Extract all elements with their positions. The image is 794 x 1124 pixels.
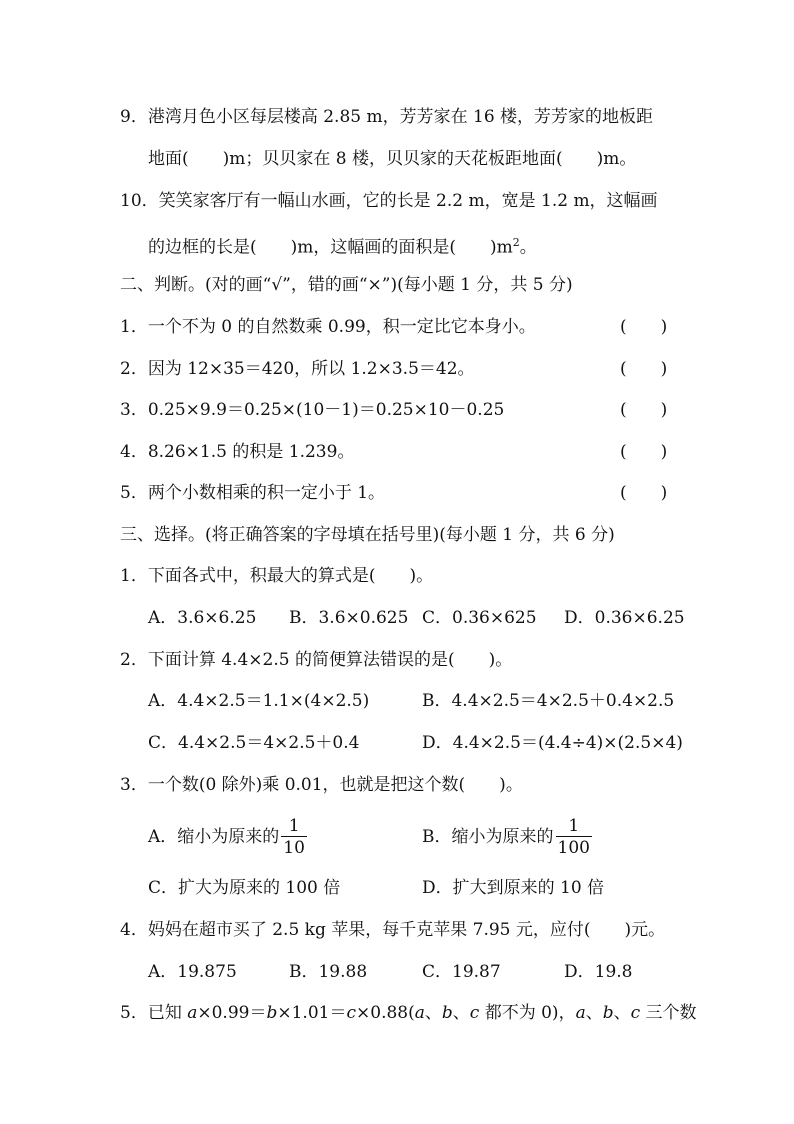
choice-q3-stem: 3．一个数(0 除外)乘 0.01，也就是把这个数( )。 [120, 775, 523, 795]
choice-q3-option-a[interactable] [148, 816, 307, 859]
var-b: b [441, 1003, 453, 1023]
judge-item-3: 3．0.25×9.9＝0.25×(10－1)＝0.25×10－0.25 [120, 400, 505, 420]
choice-q2-option-d[interactable]: D．4.4×2.5＝(4.4÷4)×(2.5×4) [422, 733, 683, 753]
q5-text: ×0.99＝ [197, 1003, 267, 1023]
q10-line2-end: 。 [519, 237, 537, 258]
q10-superscript: 2 [512, 236, 520, 249]
var-c: c [630, 1003, 641, 1023]
fraction-one-tenth [281, 816, 307, 859]
choice-q4-option-a[interactable]: A．19.875 [148, 962, 237, 982]
judge-item-1: 1．一个不为 0 的自然数乘 0.99，积一定比它本身小。 [120, 317, 536, 337]
judge-item-2: 2．因为 12×35＝420，所以 1.2×3.5＝42。 [120, 359, 475, 379]
q5-text: 三个数 [640, 1003, 697, 1023]
judge-answer-paren-4[interactable]: ( ) [620, 442, 668, 462]
choice-q4-stem: 4．妈妈在超市买了 2.5 kg 苹果，每千克苹果 7.95 元，应付( )元。 [120, 920, 666, 940]
choice-q1-option-b[interactable]: B．3.6×0.625 [289, 608, 409, 628]
fraction-b-denominator: 100 [557, 838, 590, 858]
var-b: b [602, 1003, 614, 1023]
q10-line1: 10．笑笑家客厅有一幅山水画，它的长是 2.2 m，宽是 1.2 m，这幅画 [120, 191, 658, 211]
choice-q5-stem [120, 1001, 697, 1025]
var-b: b [266, 1003, 278, 1023]
var-a: a [187, 1003, 198, 1023]
choice-q3-option-c[interactable]: C．扩大为原来的 100 倍 [148, 878, 341, 898]
fraction-b-numerator: 1 [556, 816, 592, 837]
choice-q3-option-b-text: B．缩小为原来的 [422, 827, 554, 847]
q10-line2-text: 的边框的长是( )m，这幅画的面积是( )m [148, 237, 513, 258]
judge-answer-paren-1[interactable]: ( ) [620, 317, 668, 337]
choice-q4-option-d[interactable]: D．19.8 [564, 962, 633, 982]
choice-q2-stem: 2．下面计算 4.4×2.5 的简便算法错误的是( )。 [120, 650, 513, 670]
judge-item-5: 5．两个小数相乘的积一定小于 1。 [120, 483, 386, 503]
q9-line1: 9．港湾月色小区每层楼高 2.85 m，芳芳家在 16 楼，芳芳家的地板距 [120, 107, 654, 127]
choice-q1-option-d[interactable]: D．0.36×6.25 [564, 608, 685, 628]
choice-q4-option-c[interactable]: C．19.87 [422, 962, 501, 982]
q5-sep: 、 [585, 1003, 603, 1023]
choice-q2-option-a[interactable]: A．4.4×2.5＝1.1×(4×2.5) [148, 691, 370, 711]
var-c: c [469, 1003, 480, 1023]
choice-q1-option-a[interactable]: A．3.6×6.25 [148, 608, 257, 628]
judge-item-4: 4．8.26×1.5 的积是 1.239。 [120, 442, 355, 462]
section-choice-header: 三、选择。(将正确答案的字母填在括号里)(每小题 1 分，共 6 分) [120, 525, 615, 545]
fraction-a-numerator: 1 [281, 816, 307, 837]
choice-q4-option-b[interactable]: B．19.88 [289, 962, 368, 982]
fraction-a-denominator: 10 [283, 838, 305, 858]
choice-q3-option-d[interactable]: D．扩大到原来的 10 倍 [422, 878, 605, 898]
choice-q1-option-c[interactable]: C．0.36×625 [422, 608, 537, 628]
q5-sep: 、 [613, 1003, 631, 1023]
var-c: c [346, 1003, 357, 1023]
judge-answer-paren-5[interactable]: ( ) [620, 483, 668, 503]
judge-answer-paren-3[interactable]: ( ) [620, 400, 668, 420]
section-judge-header: 二、判断。(对的画“√”，错的画“×”)(每小题 1 分，共 5 分) [120, 275, 573, 295]
q5-text: ×0.88( [356, 1003, 415, 1023]
q5-text: 5．已知 [120, 1003, 188, 1023]
judge-answer-paren-2[interactable]: ( ) [620, 359, 668, 379]
choice-q1-stem: 1．下面各式中，积最大的算式是( )。 [120, 566, 434, 586]
fraction-one-hundredth [556, 816, 592, 859]
q5-sep: 、 [424, 1003, 442, 1023]
var-a: a [414, 1003, 425, 1023]
q5-text: ×1.01＝ [277, 1003, 347, 1023]
q10-line2 [148, 231, 537, 260]
choice-q3-option-a-text: A．缩小为原来的 [148, 827, 280, 847]
choice-q3-option-b[interactable] [422, 816, 592, 859]
choice-q2-option-b[interactable]: B．4.4×2.5＝4×2.5＋0.4×2.5 [422, 691, 675, 711]
q5-text: 都不为 0)， [479, 1003, 576, 1023]
q9-line2: 地面( )m；贝贝家在 8 楼，贝贝家的天花板距地面( )m。 [148, 149, 637, 169]
q5-sep: 、 [452, 1003, 470, 1023]
choice-q2-option-c[interactable]: C．4.4×2.5＝4×2.5＋0.4 [148, 733, 360, 753]
var-a: a [575, 1003, 586, 1023]
